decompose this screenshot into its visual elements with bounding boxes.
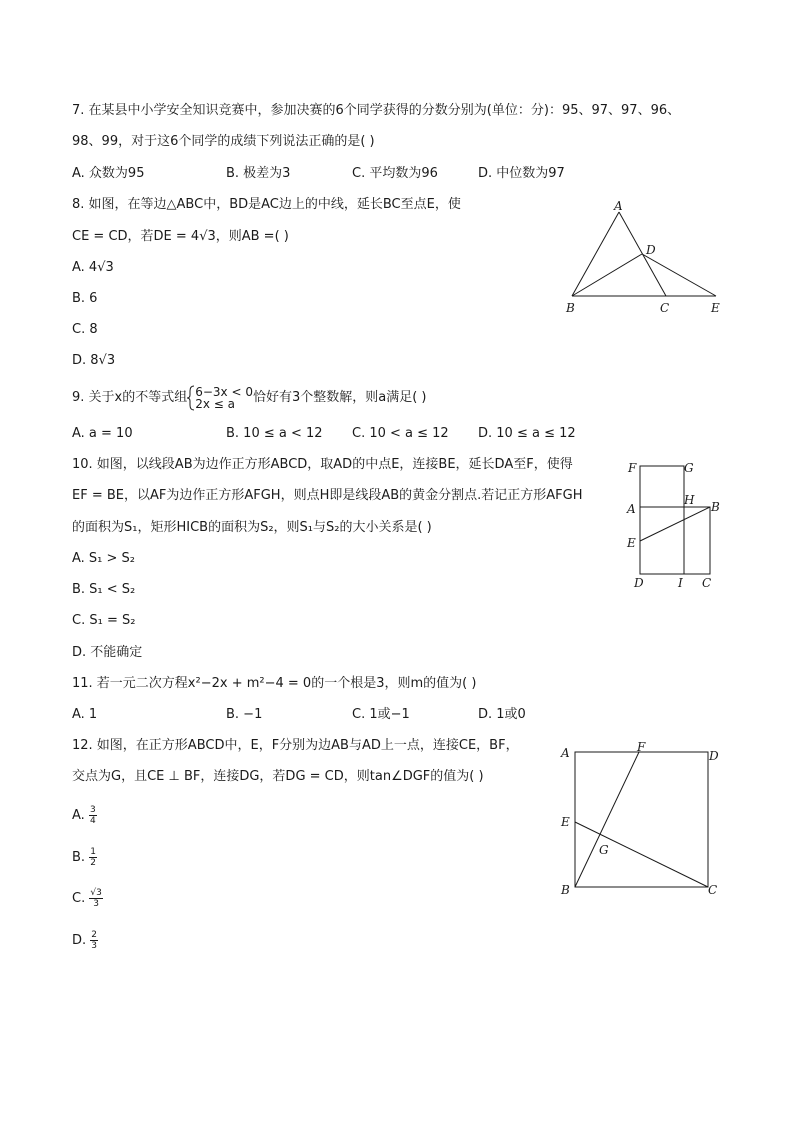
q11-option-d[interactable]: D. 1或0: [478, 707, 526, 722]
q8-option-d[interactable]: D. 8√3: [72, 353, 116, 368]
q12-label-b: B: [561, 883, 570, 897]
q9-option-a[interactable]: A. a = 10: [72, 426, 133, 441]
brace-icon: [187, 385, 195, 411]
q12-label-f: F: [637, 740, 646, 754]
q8-stem-line2: CE = CD，若DE = 4√3，则AB =( ): [72, 229, 289, 244]
q12-option-c-den: 3: [93, 899, 99, 909]
q8-option-c[interactable]: C. 8: [72, 322, 98, 337]
q12-option-a[interactable]: [72, 803, 97, 829]
q8-label-b: B: [566, 301, 575, 315]
q10-label-d: D: [634, 576, 644, 590]
q12-option-d-num: 2: [91, 930, 98, 940]
q7-option-a[interactable]: A. 众数为95: [72, 166, 145, 181]
q9-system: [195, 386, 253, 410]
q9-ineq1: 6−3x < 0: [195, 384, 253, 399]
q12-option-a-letter: A.: [72, 808, 85, 823]
q12-option-c[interactable]: [72, 886, 103, 912]
q9-stem-suffix: 恰好有3个整数解，则a满足( ): [252, 390, 427, 405]
q11-option-a[interactable]: A. 1: [72, 707, 98, 722]
q10-stem-line1: 10. 如图，以线段AB为边作正方形ABCD，取AD的中点E，连接BE，延长DA至F，使得: [72, 457, 573, 472]
q12-label-c: C: [708, 883, 718, 897]
q10-label-c: C: [702, 576, 712, 590]
q12-option-c-fraction: [89, 888, 102, 909]
q8-figure: [560, 196, 730, 321]
q12-label-e: E: [561, 815, 570, 829]
q11-option-b[interactable]: B. −1: [226, 707, 263, 722]
q7-option-d[interactable]: D. 中位数为97: [478, 166, 565, 181]
q10-stem-line2: EF = BE，以AF为边作正方形AFGH，则点H即是线段AB的黄金分割点.若记正方形AFGH: [72, 488, 583, 503]
q8-option-a[interactable]: A. 4√3: [72, 260, 114, 275]
q12-label-d: D: [709, 749, 719, 763]
q12-stem-line2: 交点为G，且CE ⊥ BF，连接DG，若DG = CD，则tan∠DGF的值为( ): [72, 769, 484, 784]
q7-option-c[interactable]: C. 平均数为96: [352, 166, 438, 181]
q12-option-d-fraction: [90, 930, 98, 951]
q12-option-c-num: √3: [90, 888, 102, 898]
q12-option-d-letter: D.: [72, 933, 87, 948]
q12-option-a-fraction: [89, 805, 97, 826]
q8-label-a: A: [614, 199, 623, 213]
q12-option-a-den: 4: [89, 816, 96, 826]
q9-ineq2: 2x ≤ a: [195, 396, 236, 411]
q10-option-d[interactable]: D. 不能确定: [72, 645, 143, 660]
q10-label-f: F: [628, 461, 637, 475]
q10-label-h: H: [684, 493, 695, 507]
q10-label-i: I: [678, 576, 683, 590]
q8-label-c: C: [660, 301, 670, 315]
q9-option-c[interactable]: C. 10 < a ≤ 12: [352, 426, 449, 441]
q9-stem-prefix: 9. 关于x的不等式组: [72, 390, 188, 405]
q10-option-a[interactable]: A. S₁ > S₂: [72, 551, 136, 566]
q7-stem-line1: 7. 在某县中小学安全知识竞赛中，参加决赛的6个同学获得的分数分别为(单位：分)：95、97、97、96、: [72, 103, 681, 118]
q12-label-a: A: [561, 746, 570, 760]
q12-option-b-fraction: [89, 847, 97, 868]
q8-option-b[interactable]: B. 6: [72, 291, 98, 306]
q12-option-c-letter: C.: [72, 891, 86, 906]
q8-label-e: E: [711, 301, 720, 315]
q12-stem-line1: 12. 如图，在正方形ABCD中，E，F分别为边AB与AD上一点，连接CE，BF，: [72, 738, 519, 753]
q10-label-a: A: [627, 502, 636, 516]
q12-option-b-den: 2: [90, 858, 96, 868]
q12-option-a-num: 3: [89, 805, 96, 815]
q10-option-c[interactable]: C. S₁ = S₂: [72, 613, 136, 628]
q10-option-b[interactable]: B. S₁ < S₂: [72, 582, 136, 597]
q12-label-g: G: [599, 843, 609, 857]
q7-option-b[interactable]: B. 极差为3: [226, 166, 291, 181]
q8-stem-line1: 8. 如图，在等边△ABC中，BD是AC边上的中线，延长BC至点E，使: [72, 197, 461, 212]
q12-option-d-den: 3: [91, 941, 98, 951]
q10-label-e: E: [627, 536, 636, 550]
q10-figure: [622, 456, 727, 592]
q9-option-b[interactable]: B. 10 ≤ a < 12: [226, 426, 323, 441]
q9-stem: [72, 384, 427, 412]
q7-stem-line2: 98、99，对于这6个同学的成绩下列说法正确的是( ): [72, 134, 375, 149]
q11-stem: 11. 若一元二次方程x²−2x + m²−4 = 0的一个根是3，则m的值为( ): [72, 676, 477, 691]
q12-option-d[interactable]: [72, 928, 98, 954]
q10-label-b: B: [711, 500, 720, 514]
q11-option-c[interactable]: C. 1或−1: [352, 707, 410, 722]
q12-figure: [555, 738, 725, 900]
q8-label-d: D: [646, 243, 656, 257]
q12-option-b[interactable]: [72, 845, 97, 871]
q12-option-b-letter: B.: [72, 850, 86, 865]
q9-option-d[interactable]: D. 10 ≤ a ≤ 12: [478, 426, 576, 441]
q10-label-g: G: [684, 461, 694, 475]
q10-stem-line3: 的面积为S₁，矩形HICB的面积为S₂，则S₁与S₂的大小关系是( ): [72, 520, 432, 535]
q12-option-b-num: 1: [90, 847, 96, 857]
